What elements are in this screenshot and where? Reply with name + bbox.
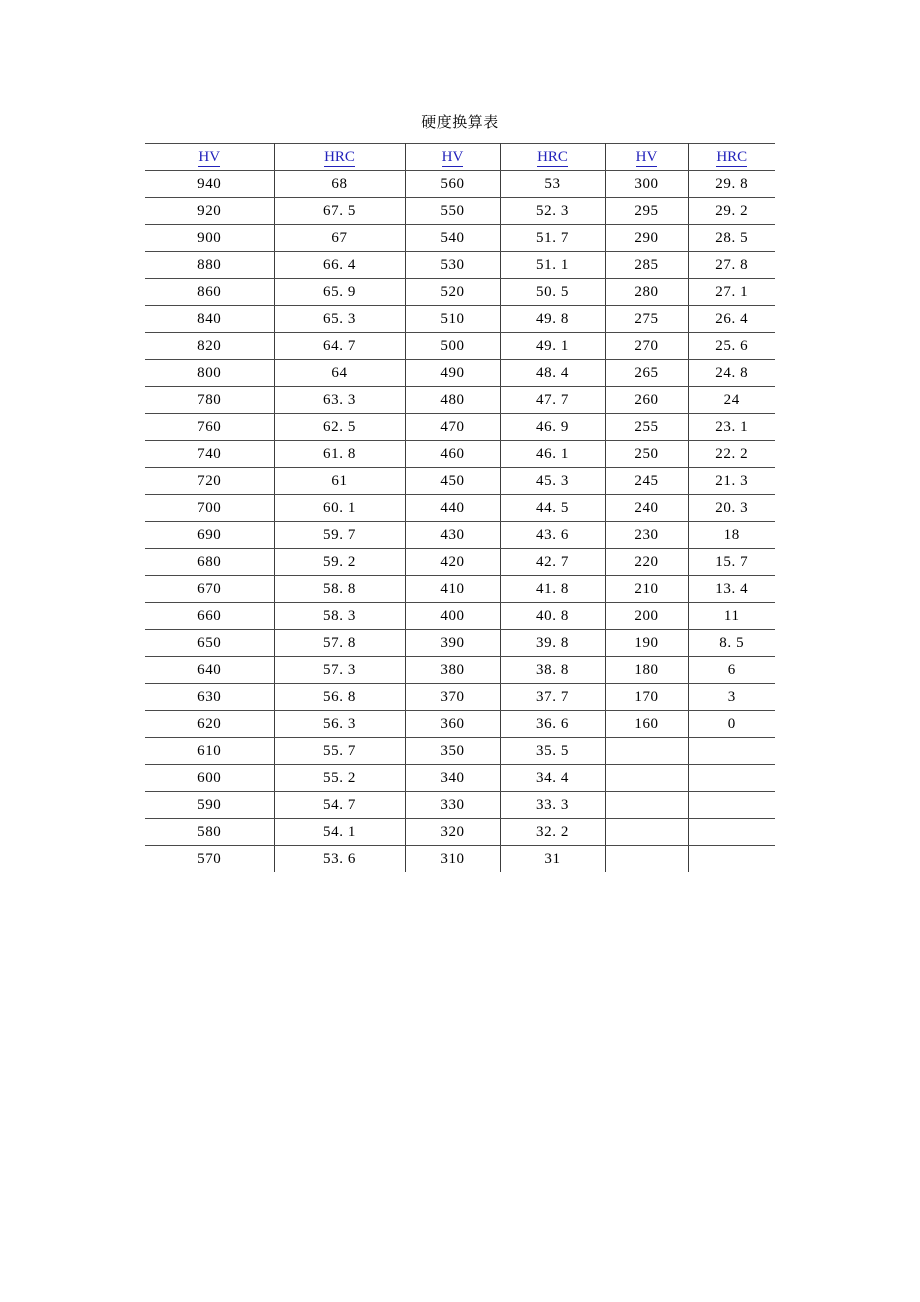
table-cell: 255	[605, 414, 688, 441]
table-cell: 49. 1	[500, 333, 605, 360]
table-cell: 35. 5	[500, 738, 605, 765]
table-cell: 36. 6	[500, 711, 605, 738]
table-header-row	[145, 144, 775, 171]
column-header-3	[405, 144, 500, 171]
column-header-label: HRC	[716, 149, 748, 165]
table-cell: 25. 6	[688, 333, 775, 360]
table-row	[145, 657, 775, 684]
table-header	[145, 144, 775, 171]
table-cell: 340	[405, 765, 500, 792]
table-cell: 64. 7	[274, 333, 405, 360]
table-cell: 290	[605, 225, 688, 252]
hardness-table-container	[145, 143, 775, 872]
column-header-label: HV	[198, 149, 221, 165]
table-cell: 28. 5	[688, 225, 775, 252]
table-cell: 51. 7	[500, 225, 605, 252]
table-cell: 920	[145, 198, 274, 225]
table-cell: 66. 4	[274, 252, 405, 279]
table-cell: 480	[405, 387, 500, 414]
table-cell: 240	[605, 495, 688, 522]
table-row	[145, 360, 775, 387]
table-cell: 410	[405, 576, 500, 603]
table-cell: 170	[605, 684, 688, 711]
table-cell: 51. 1	[500, 252, 605, 279]
table-cell: 190	[605, 630, 688, 657]
table-row	[145, 279, 775, 306]
table-cell: 690	[145, 522, 274, 549]
table-cell: 660	[145, 603, 274, 630]
table-cell: 41. 8	[500, 576, 605, 603]
table-cell: 24	[688, 387, 775, 414]
table-row	[145, 576, 775, 603]
table-cell: 15. 7	[688, 549, 775, 576]
column-header-label: HV	[635, 149, 658, 165]
table-row	[145, 765, 775, 792]
table-cell: 11	[688, 603, 775, 630]
table-cell: 295	[605, 198, 688, 225]
table-cell: 590	[145, 792, 274, 819]
table-cell: 32. 2	[500, 819, 605, 846]
table-body	[145, 171, 775, 873]
table-cell-empty	[605, 765, 688, 792]
column-header-label: HV	[441, 149, 464, 165]
table-cell: 300	[605, 171, 688, 198]
table-cell: 500	[405, 333, 500, 360]
table-cell: 48. 4	[500, 360, 605, 387]
table-cell: 45. 3	[500, 468, 605, 495]
column-header-6	[688, 144, 775, 171]
table-cell: 550	[405, 198, 500, 225]
table-cell: 670	[145, 576, 274, 603]
table-row	[145, 306, 775, 333]
table-cell: 430	[405, 522, 500, 549]
table-cell: 33. 3	[500, 792, 605, 819]
table-cell: 38. 8	[500, 657, 605, 684]
column-header-1	[145, 144, 274, 171]
table-cell: 27. 1	[688, 279, 775, 306]
table-cell: 860	[145, 279, 274, 306]
table-cell: 31	[500, 846, 605, 873]
table-cell-empty	[605, 846, 688, 873]
table-cell: 840	[145, 306, 274, 333]
table-cell: 680	[145, 549, 274, 576]
table-cell: 27. 8	[688, 252, 775, 279]
table-row	[145, 441, 775, 468]
table-cell: 23. 1	[688, 414, 775, 441]
table-cell: 370	[405, 684, 500, 711]
table-cell: 46. 9	[500, 414, 605, 441]
table-row	[145, 792, 775, 819]
table-cell: 780	[145, 387, 274, 414]
table-cell: 160	[605, 711, 688, 738]
table-cell: 610	[145, 738, 274, 765]
table-cell: 34. 4	[500, 765, 605, 792]
table-cell: 18	[688, 522, 775, 549]
table-cell-empty	[688, 738, 775, 765]
table-cell: 460	[405, 441, 500, 468]
table-cell-empty	[688, 846, 775, 873]
column-header-4	[500, 144, 605, 171]
table-row	[145, 630, 775, 657]
table-cell: 57. 8	[274, 630, 405, 657]
table-cell: 58. 8	[274, 576, 405, 603]
table-cell: 47. 7	[500, 387, 605, 414]
table-row	[145, 333, 775, 360]
table-cell: 59. 7	[274, 522, 405, 549]
table-cell: 53	[500, 171, 605, 198]
table-cell: 580	[145, 819, 274, 846]
table-row	[145, 711, 775, 738]
table-cell: 230	[605, 522, 688, 549]
table-cell: 560	[405, 171, 500, 198]
table-row	[145, 468, 775, 495]
table-cell: 940	[145, 171, 274, 198]
table-cell: 520	[405, 279, 500, 306]
page-title: 硬度换算表	[421, 113, 499, 131]
table-cell: 320	[405, 819, 500, 846]
table-row	[145, 846, 775, 873]
table-cell: 61. 8	[274, 441, 405, 468]
table-cell: 42. 7	[500, 549, 605, 576]
table-cell: 880	[145, 252, 274, 279]
column-header-5	[605, 144, 688, 171]
table-cell-empty	[688, 819, 775, 846]
table-cell: 29. 2	[688, 198, 775, 225]
table-row	[145, 819, 775, 846]
table-row	[145, 603, 775, 630]
table-cell: 62. 5	[274, 414, 405, 441]
table-cell: 49. 8	[500, 306, 605, 333]
column-header-label: HRC	[324, 149, 355, 165]
table-row	[145, 522, 775, 549]
table-row	[145, 684, 775, 711]
table-cell: 740	[145, 441, 274, 468]
table-cell: 63. 3	[274, 387, 405, 414]
table-cell: 570	[145, 846, 274, 873]
table-cell: 8. 5	[688, 630, 775, 657]
table-cell: 390	[405, 630, 500, 657]
table-cell: 210	[605, 576, 688, 603]
table-cell: 39. 8	[500, 630, 605, 657]
table-row	[145, 549, 775, 576]
table-row	[145, 225, 775, 252]
table-cell: 54. 1	[274, 819, 405, 846]
table-cell: 280	[605, 279, 688, 306]
table-cell: 22. 2	[688, 441, 775, 468]
table-row	[145, 171, 775, 198]
table-row	[145, 387, 775, 414]
table-cell: 350	[405, 738, 500, 765]
table-cell: 360	[405, 711, 500, 738]
table-cell: 6	[688, 657, 775, 684]
table-cell: 630	[145, 684, 274, 711]
table-cell-empty	[688, 792, 775, 819]
table-row	[145, 198, 775, 225]
table-cell: 37. 7	[500, 684, 605, 711]
table-cell: 800	[145, 360, 274, 387]
table-cell: 640	[145, 657, 274, 684]
table-cell: 440	[405, 495, 500, 522]
table-cell: 24. 8	[688, 360, 775, 387]
table-cell: 68	[274, 171, 405, 198]
table-cell: 265	[605, 360, 688, 387]
table-cell: 510	[405, 306, 500, 333]
table-cell: 270	[605, 333, 688, 360]
table-cell: 540	[405, 225, 500, 252]
table-cell: 470	[405, 414, 500, 441]
table-cell: 820	[145, 333, 274, 360]
table-cell: 380	[405, 657, 500, 684]
column-header-2	[274, 144, 405, 171]
table-cell: 3	[688, 684, 775, 711]
table-cell: 55. 7	[274, 738, 405, 765]
table-cell: 54. 7	[274, 792, 405, 819]
table-cell-empty	[605, 738, 688, 765]
hardness-conversion-table	[145, 143, 775, 872]
table-cell: 220	[605, 549, 688, 576]
table-cell-empty	[688, 765, 775, 792]
table-cell: 52. 3	[500, 198, 605, 225]
table-cell: 285	[605, 252, 688, 279]
table-cell: 67	[274, 225, 405, 252]
table-cell: 275	[605, 306, 688, 333]
table-cell: 13. 4	[688, 576, 775, 603]
table-cell: 245	[605, 468, 688, 495]
table-cell-empty	[605, 792, 688, 819]
table-cell: 420	[405, 549, 500, 576]
table-cell: 310	[405, 846, 500, 873]
table-row	[145, 495, 775, 522]
table-cell: 650	[145, 630, 274, 657]
table-cell: 200	[605, 603, 688, 630]
table-cell: 50. 5	[500, 279, 605, 306]
table-cell: 620	[145, 711, 274, 738]
column-header-label: HRC	[537, 149, 568, 165]
table-cell: 400	[405, 603, 500, 630]
table-cell: 64	[274, 360, 405, 387]
table-row	[145, 738, 775, 765]
table-cell: 20. 3	[688, 495, 775, 522]
table-cell: 40. 8	[500, 603, 605, 630]
table-cell: 44. 5	[500, 495, 605, 522]
table-cell: 67. 5	[274, 198, 405, 225]
table-cell: 260	[605, 387, 688, 414]
table-cell: 56. 8	[274, 684, 405, 711]
table-cell: 330	[405, 792, 500, 819]
table-cell: 59. 2	[274, 549, 405, 576]
table-cell: 58. 3	[274, 603, 405, 630]
table-cell: 180	[605, 657, 688, 684]
table-cell: 700	[145, 495, 274, 522]
table-cell-empty	[605, 819, 688, 846]
table-cell: 900	[145, 225, 274, 252]
table-cell: 65. 3	[274, 306, 405, 333]
table-cell: 57. 3	[274, 657, 405, 684]
table-cell: 720	[145, 468, 274, 495]
table-cell: 65. 9	[274, 279, 405, 306]
table-cell: 56. 3	[274, 711, 405, 738]
table-cell: 55. 2	[274, 765, 405, 792]
table-row	[145, 414, 775, 441]
table-cell: 61	[274, 468, 405, 495]
table-cell: 21. 3	[688, 468, 775, 495]
table-row	[145, 252, 775, 279]
table-cell: 490	[405, 360, 500, 387]
table-cell: 46. 1	[500, 441, 605, 468]
table-cell: 0	[688, 711, 775, 738]
table-cell: 250	[605, 441, 688, 468]
table-cell: 60. 1	[274, 495, 405, 522]
table-cell: 530	[405, 252, 500, 279]
table-cell: 600	[145, 765, 274, 792]
table-cell: 29. 8	[688, 171, 775, 198]
table-cell: 26. 4	[688, 306, 775, 333]
table-cell: 760	[145, 414, 274, 441]
table-cell: 43. 6	[500, 522, 605, 549]
table-cell: 450	[405, 468, 500, 495]
table-cell: 53. 6	[274, 846, 405, 873]
